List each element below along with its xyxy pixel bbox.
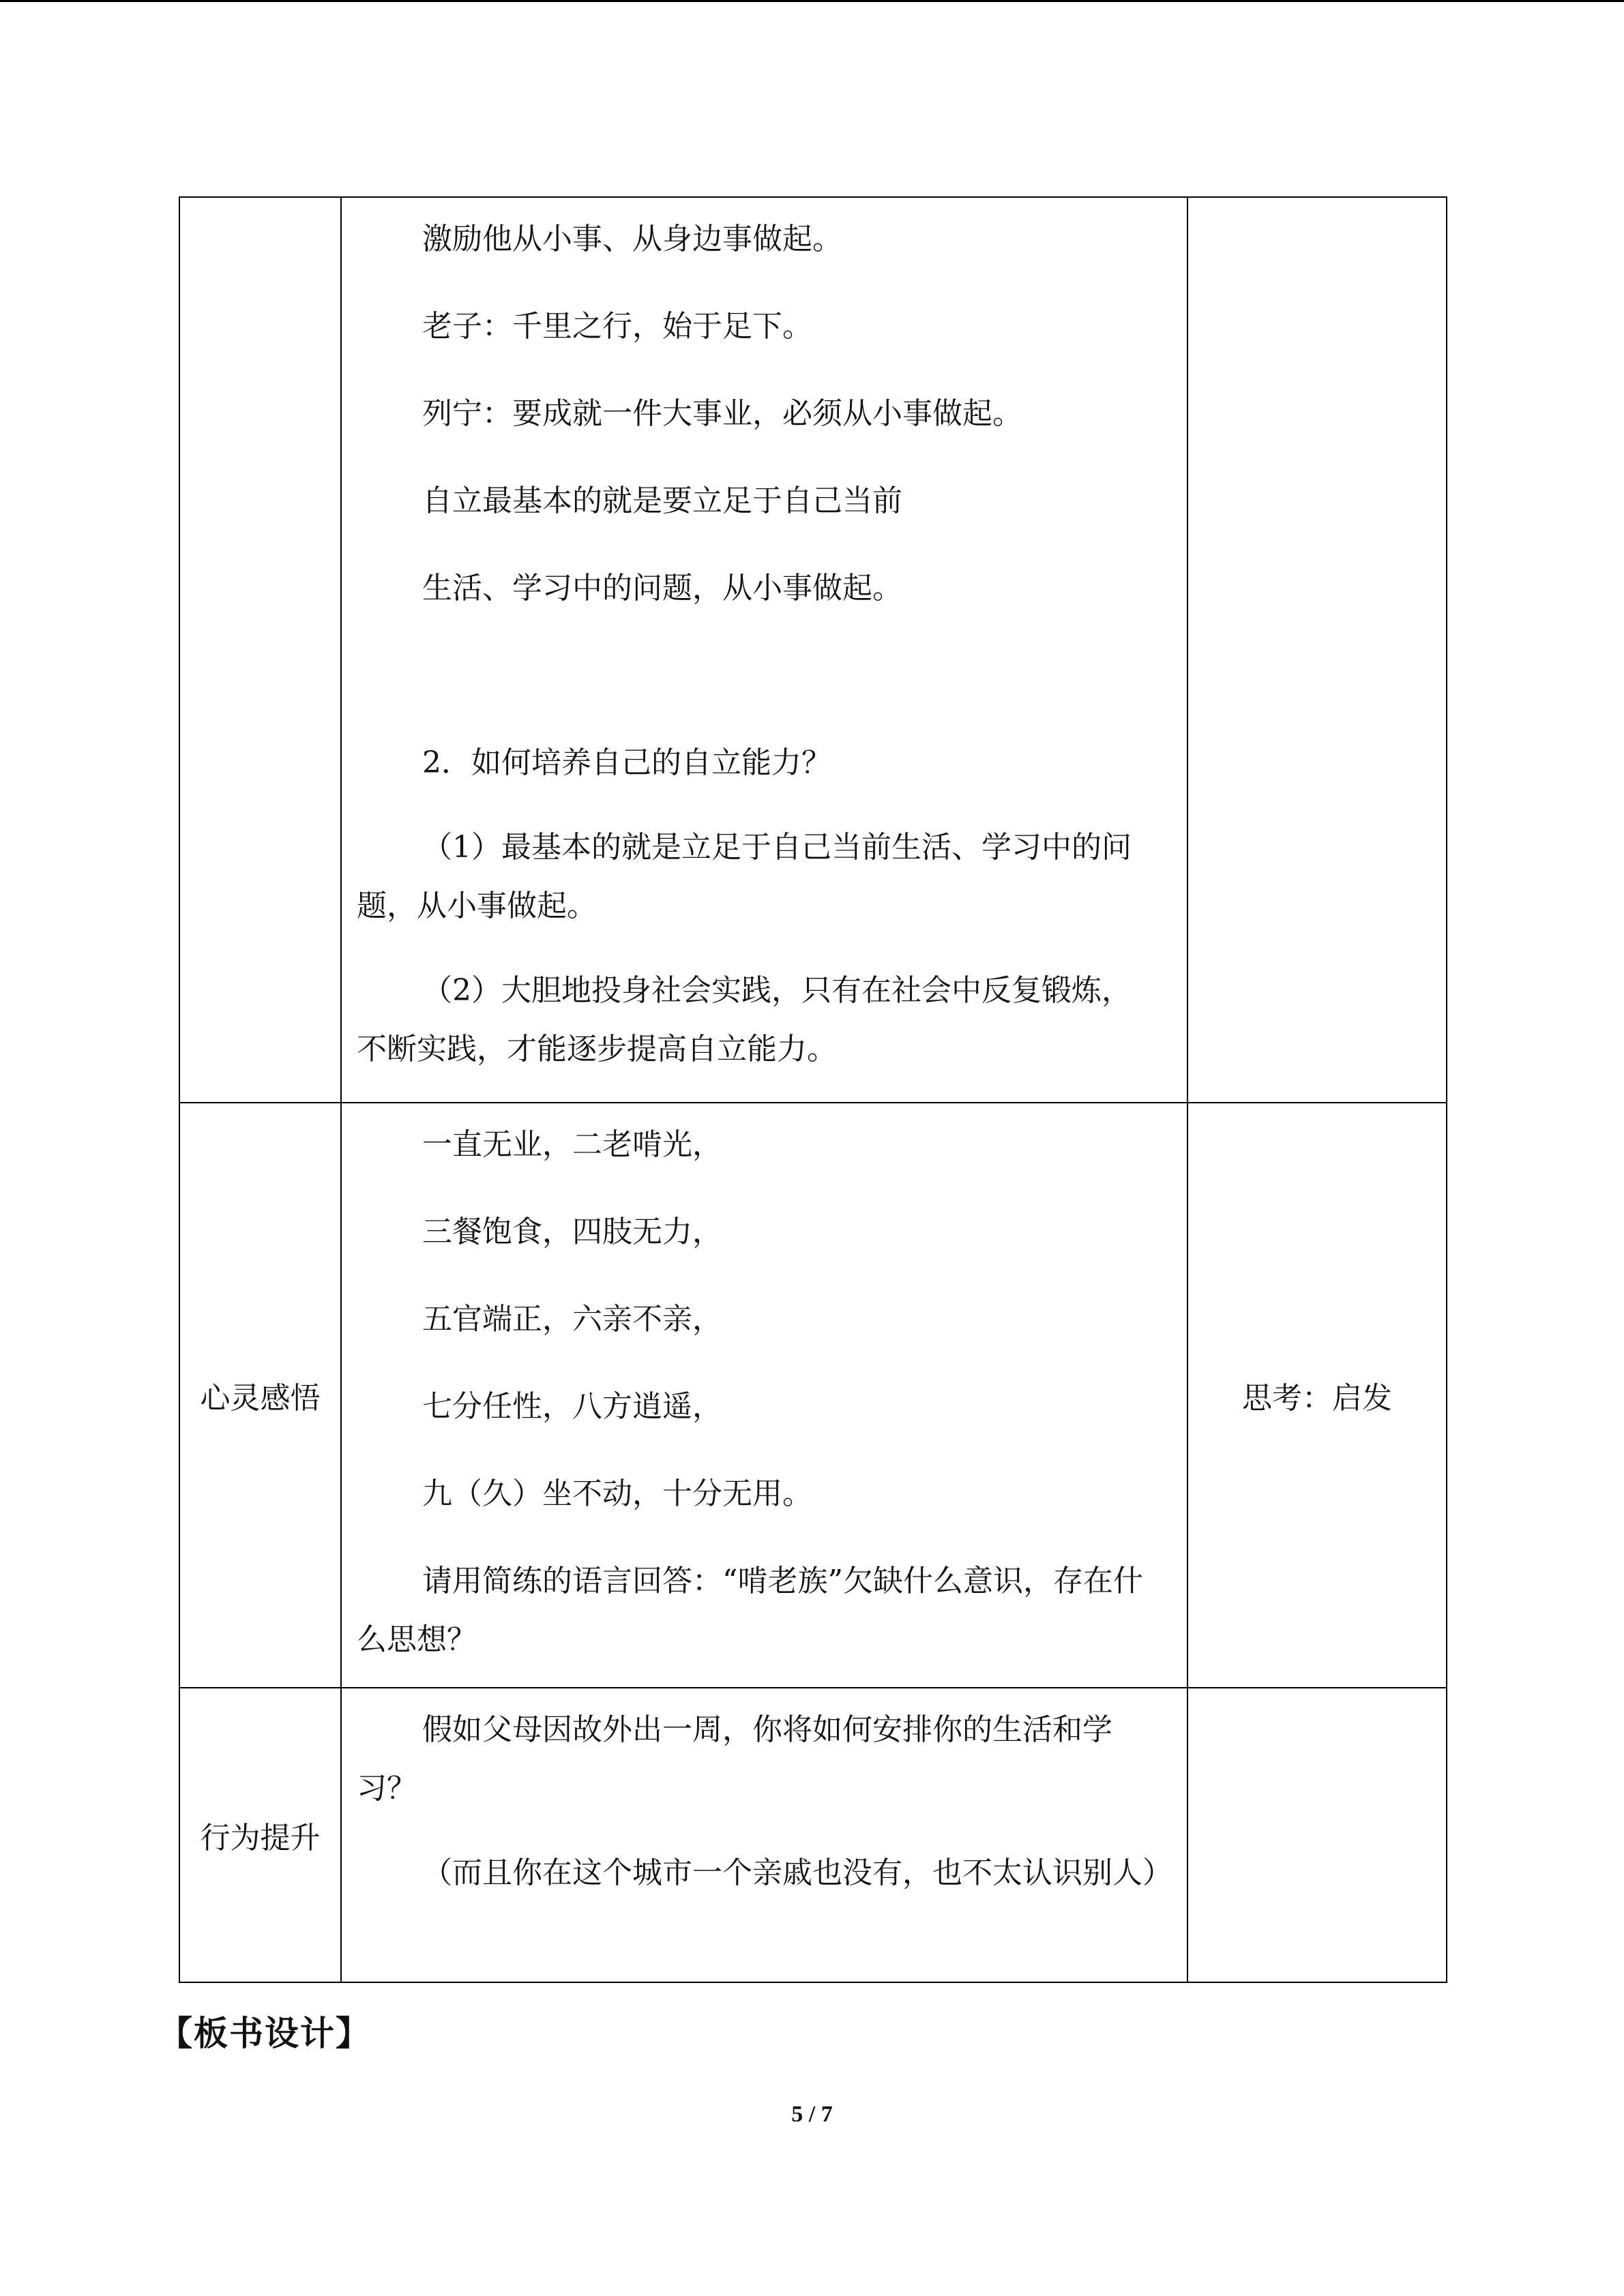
content-line: 激励他从小事、从身边事做起。 xyxy=(422,222,842,256)
task-condition: （而且你在这个城市一个亲戚也没有，也不太认识别人） xyxy=(422,1855,1172,1890)
spacer xyxy=(357,618,1160,705)
content-line: 自立最基本的就是要立足于自己当前 xyxy=(422,483,902,518)
answer-point-1: （1）最基本的就是立足于自己当前生活、学习中的问题，从小事做起。 xyxy=(357,830,1132,923)
task-text: 假如父母因故外出一周，你将如何安排你的生活和学习？ xyxy=(357,1712,1112,1806)
content-line: 生活、学习中的问题，从小事做起。 xyxy=(422,571,902,606)
poem-line: 七分任性，八方逍遥， xyxy=(422,1389,722,1424)
question-prompt: 请用简练的语言回答：“啃老族”欠缺什么意识，存在什么思想？ xyxy=(357,1564,1143,1657)
section-heading: 【板书设计】 xyxy=(158,2014,371,2053)
answer-point-2: （2）大胆地投身社会实践，只有在社会中反复锻炼，不断实践，才能逐步提高自立能力。 xyxy=(357,973,1132,1067)
row-note-cell xyxy=(1187,1688,1447,1982)
page-number: 5 / 7 xyxy=(791,2102,833,2127)
row-content-cell xyxy=(341,197,1187,1103)
row-note-cell: 思考：启发 xyxy=(1187,1103,1447,1688)
page-top-border xyxy=(0,0,1624,2)
row-label-cell xyxy=(179,197,341,1103)
poem-line: 九（久）坐不动，十分无用。 xyxy=(422,1476,812,1511)
content-line: 老子：千里之行，始于足下。 xyxy=(422,309,812,344)
poem-line: 五官端正，六亲不亲， xyxy=(422,1302,722,1337)
row-label-cell: 心灵感悟 xyxy=(179,1103,341,1688)
content-line: 列宁：要成就一件大事业，必须从小事做起。 xyxy=(422,396,1022,431)
table-row xyxy=(179,1688,1447,1982)
poem-line: 一直无业，二老啃光， xyxy=(422,1127,722,1162)
row-content-cell xyxy=(341,1103,1187,1688)
question-line: 2．如何培养自己的自立能力？ xyxy=(422,745,831,780)
row-content-cell xyxy=(341,1688,1187,1982)
lesson-plan-table xyxy=(179,196,1447,1983)
table-row xyxy=(179,1103,1447,1688)
poem-line: 三餐饱食，四肢无力， xyxy=(422,1214,722,1249)
row-label-cell: 行为提升 xyxy=(179,1688,341,1982)
row-note-cell xyxy=(1187,197,1447,1103)
table-row xyxy=(179,197,1447,1103)
